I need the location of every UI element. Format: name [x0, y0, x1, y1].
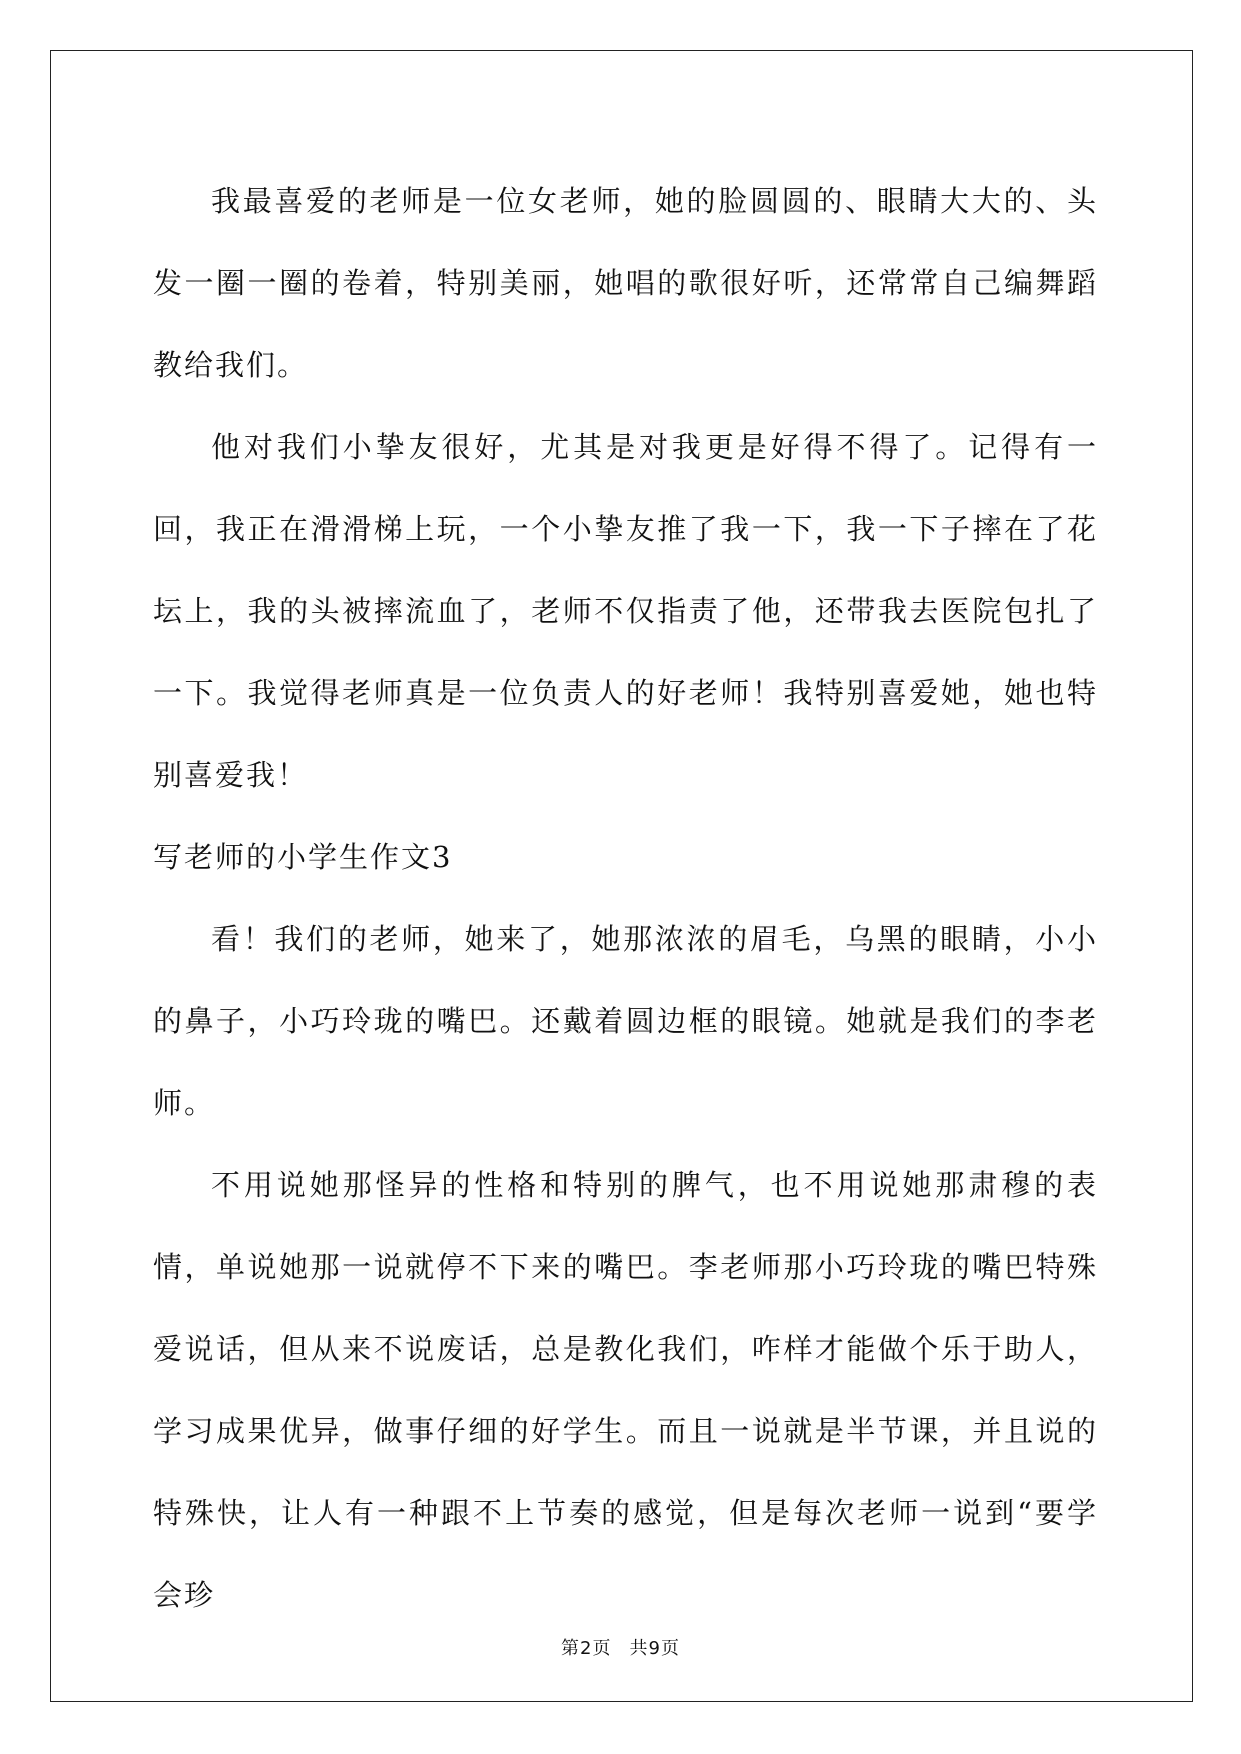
document-body	[153, 160, 1098, 1636]
page-footer	[0, 1634, 1241, 1660]
total-prefix: 共	[629, 1638, 649, 1659]
total-suffix: 页	[660, 1638, 680, 1659]
paragraph: 看！我们的老师，她来了，她那浓浓的眉毛，乌黑的眼睛，小小的鼻子，小巧玲珑的嘴巴。还戴着圆边框的眼镜。她就是我们的李老师。	[153, 922, 1098, 1120]
paragraph: 不用说她那怪异的性格和特别的脾气，也不用说她那肃穆的表情，单说她那一说就停不下来的嘴巴。李老师那小巧玲珑的嘴巴特殊爱说话，但从来不说废话，总是教化我们，咋样才能做个乐于助人，学习成果优异，做事仔细的好学生。而且一说就是半节课，并且说的特殊快，让人有一种跟不上节奏的感觉，但是每次老师一说到“要学会珍	[153, 1168, 1098, 1612]
page-current: 2	[580, 1638, 593, 1659]
page-total: 9	[648, 1638, 661, 1659]
page-prefix: 第	[561, 1638, 581, 1659]
paragraph: 他对我们小挚友很好，尤其是对我更是好得不得了。记得有一回，我正在滑滑梯上玩，一个小挚友推了我一下，我一下子摔在了花坛上，我的头被摔流血了，老师不仅指责了他，还带我去医院包扎了一下。我觉得老师真是一位负责人的好老师！我特别喜爱她，她也特别喜爱我！	[153, 430, 1098, 792]
page-suffix: 页	[592, 1638, 612, 1659]
paragraph: 我最喜爱的老师是一位女老师，她的脸圆圆的、眼睛大大的、头发一圈一圈的卷着，特别美丽，她唱的歌很好听，还常常自己编舞蹈教给我们。	[153, 184, 1098, 382]
section-heading: 写老师的小学生作文3	[153, 840, 453, 874]
